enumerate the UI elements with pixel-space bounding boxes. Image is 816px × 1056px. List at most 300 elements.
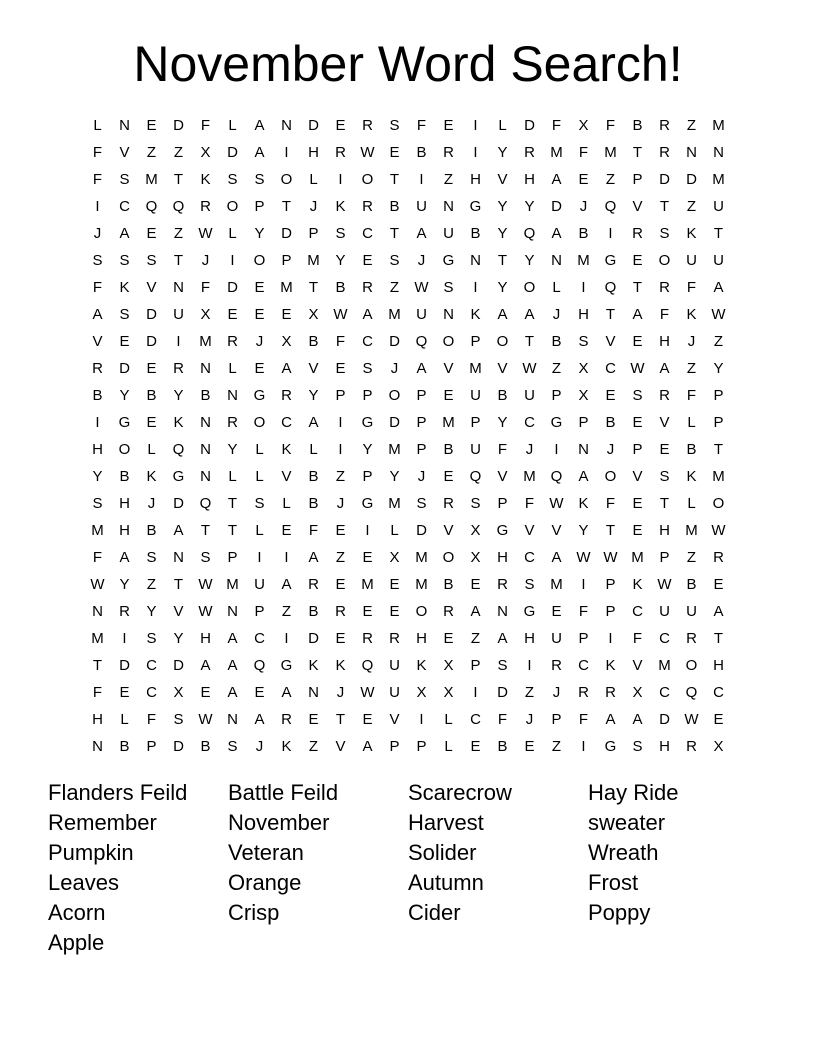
grid-letter: A <box>497 630 508 647</box>
grid-letter: E <box>146 225 157 242</box>
word-list-item: Orange <box>228 870 302 895</box>
grid-letter: V <box>524 522 535 539</box>
grid-letter: A <box>416 225 427 242</box>
grid-letter: J <box>552 306 561 323</box>
grid-letter: D <box>173 495 184 512</box>
grid-letter: N <box>227 711 238 728</box>
grid-letter: Y <box>497 225 508 242</box>
grid-letter: R <box>605 684 616 701</box>
grid-letter: X <box>470 549 481 566</box>
grid-letter: L <box>282 495 291 512</box>
grid-letter: V <box>497 360 508 377</box>
grid-letter: I <box>338 414 343 431</box>
grid-letter: H <box>470 171 481 188</box>
grid-letter: Y <box>389 468 400 485</box>
grid-letter: R <box>173 360 184 377</box>
grid-letter: R <box>281 711 292 728</box>
grid-letter: W <box>333 306 348 323</box>
grid-letter: A <box>227 684 238 701</box>
grid-letter: O <box>253 252 266 269</box>
grid-letter: L <box>687 414 696 431</box>
grid-letter: I <box>473 279 478 296</box>
grid-letter: V <box>605 333 616 350</box>
grid-letter: N <box>308 684 319 701</box>
word-list-item: Harvest <box>408 810 484 835</box>
grid-letter: R <box>578 684 589 701</box>
grid-letter: T <box>605 522 616 539</box>
grid-letter: M <box>550 576 563 593</box>
grid-row <box>84 355 732 382</box>
grid-letter: Z <box>686 549 697 566</box>
grid-letter: F <box>92 279 103 296</box>
grid-letter: A <box>524 306 535 323</box>
grid-letter: I <box>284 630 289 647</box>
grid-letter: C <box>659 684 670 701</box>
grid-letter: X <box>470 522 481 539</box>
grid-letter: L <box>255 441 264 458</box>
grid-row <box>84 598 732 625</box>
grid-letter: K <box>578 495 589 512</box>
grid-letter: C <box>254 630 265 647</box>
grid-letter: T <box>173 252 184 269</box>
grid-letter: V <box>119 144 130 161</box>
grid-row <box>84 166 732 193</box>
grid-letter: M <box>226 576 239 593</box>
grid-letter: E <box>389 603 400 620</box>
grid-letter: I <box>338 171 343 188</box>
grid-letter: F <box>686 387 697 404</box>
grid-letter: S <box>119 306 130 323</box>
grid-letter: P <box>497 495 508 512</box>
grid-letter: E <box>713 711 724 728</box>
grid-letter: R <box>227 333 238 350</box>
grid-letter: K <box>416 657 427 674</box>
grid-letter: G <box>496 522 509 539</box>
grid-letter: B <box>308 495 319 512</box>
word-list-item: Cider <box>408 900 461 925</box>
grid-row <box>84 274 732 301</box>
grid-letter: B <box>92 387 103 404</box>
grid-letter: P <box>470 333 481 350</box>
grid-letter: R <box>335 603 346 620</box>
grid-letter: B <box>551 333 562 350</box>
grid-letter: R <box>281 387 292 404</box>
grid-letter: L <box>498 117 507 134</box>
grid-letter: H <box>308 144 319 161</box>
grid-letter: Y <box>173 387 184 404</box>
grid-letter: B <box>443 576 454 593</box>
grid-letter: K <box>173 414 184 431</box>
grid-letter: U <box>389 657 400 674</box>
grid-letter: D <box>659 711 670 728</box>
grid-letter: H <box>119 495 130 512</box>
grid-letter: I <box>284 144 289 161</box>
grid-letter: C <box>578 657 589 674</box>
grid-letter: R <box>686 630 697 647</box>
grid-letter: C <box>362 333 373 350</box>
grid-letter: Y <box>119 576 130 593</box>
grid-letter: C <box>632 603 643 620</box>
grid-letter: F <box>92 171 103 188</box>
grid-letter: A <box>659 360 670 377</box>
grid-letter: S <box>254 495 265 512</box>
grid-letter: V <box>92 333 103 350</box>
grid-letter: E <box>362 549 373 566</box>
grid-letter: E <box>335 576 346 593</box>
grid-letter: F <box>524 495 535 512</box>
grid-letter: B <box>686 576 697 593</box>
grid-letter: C <box>524 414 535 431</box>
grid-letter: B <box>416 144 427 161</box>
grid-letter: X <box>281 333 292 350</box>
grid-letter: C <box>470 711 481 728</box>
grid-letter: S <box>119 252 130 269</box>
grid-letter: Z <box>335 549 346 566</box>
grid-letter: V <box>146 279 157 296</box>
grid-letter: F <box>416 117 427 134</box>
grid-letter: W <box>198 711 213 728</box>
grid-letter: T <box>659 198 670 215</box>
grid-row <box>84 193 732 220</box>
grid-letter: Q <box>199 495 212 512</box>
grid-letter: W <box>360 684 375 701</box>
grid-letter: I <box>95 414 100 431</box>
grid-letter: K <box>686 468 697 485</box>
grid-letter: T <box>389 171 400 188</box>
grid-letter: A <box>119 225 130 242</box>
grid-letter: Y <box>308 387 319 404</box>
grid-letter: P <box>713 387 724 404</box>
grid-letter: L <box>228 117 237 134</box>
grid-letter: M <box>91 630 104 647</box>
grid-letter: F <box>92 144 103 161</box>
grid-letter: Q <box>469 468 482 485</box>
grid-letter: D <box>173 738 184 755</box>
grid-letter: V <box>551 522 562 539</box>
grid-letter: I <box>473 117 478 134</box>
grid-letter: O <box>658 252 671 269</box>
grid-letter: N <box>443 198 454 215</box>
grid-letter: T <box>713 441 724 458</box>
grid-letter: I <box>608 630 613 647</box>
grid-letter: G <box>280 657 293 674</box>
grid-letter: H <box>524 171 535 188</box>
grid-letter: K <box>281 738 292 755</box>
grid-letter: E <box>632 333 643 350</box>
grid-letter: A <box>227 657 238 674</box>
grid-letter: O <box>523 279 536 296</box>
grid-letter: A <box>362 306 373 323</box>
grid-letter: U <box>173 306 184 323</box>
grid-letter: F <box>686 279 697 296</box>
grid-letter: V <box>308 360 319 377</box>
word-column <box>408 778 588 928</box>
grid-letter: Z <box>146 144 157 161</box>
grid-letter: T <box>200 522 211 539</box>
grid-letter: H <box>578 306 589 323</box>
grid-letter: L <box>228 225 237 242</box>
grid-letter: R <box>308 576 319 593</box>
grid-row <box>84 490 732 517</box>
grid-letter: K <box>200 171 211 188</box>
grid-letter: S <box>632 738 643 755</box>
grid-letter: B <box>146 522 157 539</box>
grid-letter: E <box>281 306 292 323</box>
grid-letter: E <box>254 306 265 323</box>
grid-letter: W <box>603 549 618 566</box>
grid-letter: E <box>335 522 346 539</box>
grid-letter: N <box>443 306 454 323</box>
grid-letter: S <box>173 711 184 728</box>
grid-letter: M <box>577 252 590 269</box>
grid-letter: W <box>711 306 726 323</box>
grid-letter: J <box>687 333 696 350</box>
grid-letter: P <box>632 441 643 458</box>
grid-letter: H <box>119 522 130 539</box>
grid-letter: P <box>713 414 724 431</box>
word-list-item: Autumn <box>408 870 484 895</box>
grid-letter: F <box>578 711 589 728</box>
grid-letter: P <box>335 387 346 404</box>
word-list-item: November <box>228 810 330 835</box>
grid-letter: E <box>362 711 373 728</box>
grid-letter: F <box>497 711 508 728</box>
grid-letter: I <box>230 252 235 269</box>
grid-letter: I <box>527 657 532 674</box>
grid-letter: W <box>576 549 591 566</box>
word-list-item: Poppy <box>588 900 651 925</box>
grid-letter: S <box>92 252 103 269</box>
word-list-item: Pumpkin <box>48 840 134 865</box>
grid-letter: E <box>227 306 238 323</box>
grid-letter: Z <box>551 738 562 755</box>
grid-letter: M <box>523 468 536 485</box>
grid-letter: U <box>524 387 535 404</box>
grid-letter: O <box>712 495 725 512</box>
grid-letter: O <box>604 468 617 485</box>
grid-letter: Y <box>335 252 346 269</box>
grid-letter: F <box>578 603 589 620</box>
grid-letter: E <box>254 279 265 296</box>
grid-letter: K <box>281 441 292 458</box>
grid-letter: D <box>551 198 562 215</box>
word-list-item: Veteran <box>228 840 304 865</box>
grid-letter: S <box>443 279 454 296</box>
grid-letter: A <box>119 549 130 566</box>
grid-letter: J <box>309 198 318 215</box>
grid-letter: S <box>254 171 265 188</box>
grid-letter: F <box>578 144 589 161</box>
grid-letter: I <box>257 549 262 566</box>
grid-letter: B <box>119 468 130 485</box>
grid-letter: A <box>254 711 265 728</box>
grid-letter: N <box>551 252 562 269</box>
grid-letter: F <box>200 117 211 134</box>
grid-letter: Z <box>308 738 319 755</box>
grid-letter: K <box>470 306 481 323</box>
grid-letter: Y <box>362 441 373 458</box>
grid-letter: A <box>362 738 373 755</box>
grid-letter: T <box>173 171 184 188</box>
grid-letter: R <box>92 360 103 377</box>
grid-letter: V <box>632 468 643 485</box>
grid-letter: R <box>524 144 535 161</box>
grid-letter: A <box>308 549 319 566</box>
grid-letter: S <box>146 549 157 566</box>
grid-letter: L <box>255 522 264 539</box>
grid-letter: N <box>281 117 292 134</box>
grid-letter: D <box>308 630 319 647</box>
grid-letter: L <box>93 117 102 134</box>
grid-letter: P <box>308 225 319 242</box>
grid-letter: X <box>200 306 211 323</box>
grid-letter: B <box>686 441 697 458</box>
grid-letter: E <box>605 387 616 404</box>
grid-letter: D <box>416 522 427 539</box>
grid-letter: K <box>686 306 697 323</box>
grid-letter: I <box>473 144 478 161</box>
grid-letter: E <box>659 441 670 458</box>
word-list-item: Acorn <box>48 900 106 925</box>
grid-letter: C <box>659 630 670 647</box>
grid-letter: N <box>200 468 211 485</box>
grid-letter: B <box>443 441 454 458</box>
grid-letter: U <box>713 252 724 269</box>
word-column <box>588 778 768 928</box>
grid-letter: E <box>470 738 481 755</box>
grid-letter: L <box>444 738 453 755</box>
grid-letter: Y <box>173 630 184 647</box>
grid-letter: M <box>631 549 644 566</box>
grid-letter: V <box>497 171 508 188</box>
grid-letter: A <box>632 711 643 728</box>
grid-row <box>84 247 732 274</box>
grid-letter: S <box>335 225 346 242</box>
grid-letter: N <box>470 252 481 269</box>
grid-letter: S <box>659 468 670 485</box>
grid-letter: N <box>200 441 211 458</box>
grid-letter: I <box>338 441 343 458</box>
grid-letter: A <box>227 630 238 647</box>
grid-letter: A <box>173 522 184 539</box>
grid-letter: E <box>146 117 157 134</box>
grid-letter: N <box>713 144 724 161</box>
grid-letter: D <box>173 117 184 134</box>
word-list-item: Frost <box>588 870 639 895</box>
grid-row <box>84 436 732 463</box>
grid-letter: U <box>254 576 265 593</box>
grid-letter: W <box>657 576 672 593</box>
grid-letter: M <box>307 252 320 269</box>
word-list-item: Solider <box>408 840 477 865</box>
grid-letter: R <box>362 198 373 215</box>
grid-letter: E <box>335 117 346 134</box>
grid-letter: S <box>362 360 373 377</box>
grid-letter: N <box>173 279 184 296</box>
grid-letter: S <box>389 117 400 134</box>
grid-letter: Q <box>415 333 428 350</box>
grid-letter: L <box>228 468 237 485</box>
grid-letter: K <box>146 468 157 485</box>
letter-grid <box>84 112 732 760</box>
grid-letter: E <box>281 522 292 539</box>
grid-letter: Z <box>281 603 292 620</box>
grid-letter: H <box>200 630 211 647</box>
grid-letter: E <box>578 171 589 188</box>
grid-letter: U <box>551 630 562 647</box>
grid-letter: N <box>92 738 103 755</box>
grid-letter: A <box>281 576 292 593</box>
grid-letter: S <box>524 576 535 593</box>
grid-letter: V <box>497 468 508 485</box>
grid-letter: J <box>255 333 264 350</box>
grid-letter: B <box>389 198 400 215</box>
grid-letter: N <box>200 360 211 377</box>
grid-letter: W <box>198 576 213 593</box>
grid-letter: X <box>443 657 454 674</box>
grid-letter: E <box>632 522 643 539</box>
grid-letter: F <box>551 117 562 134</box>
grid-letter: Y <box>497 144 508 161</box>
grid-letter: E <box>146 360 157 377</box>
grid-letter: T <box>497 252 508 269</box>
grid-letter: M <box>415 549 428 566</box>
grid-letter: T <box>713 225 724 242</box>
grid-letter: L <box>444 711 453 728</box>
grid-letter: D <box>146 333 157 350</box>
grid-letter: E <box>362 603 373 620</box>
grid-letter: B <box>200 738 211 755</box>
grid-letter: E <box>443 468 454 485</box>
word-list-item: Hay Ride <box>588 780 679 805</box>
grid-letter: U <box>713 198 724 215</box>
grid-letter: T <box>227 495 238 512</box>
grid-letter: B <box>497 738 508 755</box>
grid-letter: I <box>122 630 127 647</box>
grid-letter: R <box>551 657 562 674</box>
grid-letter: F <box>200 279 211 296</box>
grid-letter: R <box>227 414 238 431</box>
grid-letter: V <box>389 711 400 728</box>
grid-letter: R <box>362 630 373 647</box>
grid-letter: B <box>605 414 616 431</box>
grid-letter: S <box>227 171 238 188</box>
grid-letter: K <box>632 576 643 593</box>
grid-letter: D <box>389 414 400 431</box>
grid-letter: M <box>685 522 698 539</box>
grid-letter: A <box>713 279 724 296</box>
grid-letter: M <box>145 171 158 188</box>
grid-letter: W <box>198 603 213 620</box>
grid-letter: S <box>227 738 238 755</box>
grid-letter: F <box>92 549 103 566</box>
grid-letter: G <box>604 252 617 269</box>
grid-letter: Q <box>253 657 266 674</box>
grid-letter: R <box>389 630 400 647</box>
grid-letter: N <box>497 603 508 620</box>
grid-letter: T <box>227 522 238 539</box>
grid-letter: A <box>254 144 265 161</box>
grid-letter: L <box>390 522 399 539</box>
grid-letter: M <box>388 306 401 323</box>
word-list-item: Battle Feild <box>228 780 339 805</box>
grid-letter: A <box>92 306 103 323</box>
grid-letter: X <box>308 306 319 323</box>
grid-letter: U <box>389 684 400 701</box>
grid-letter: V <box>443 360 454 377</box>
grid-letter: I <box>554 441 559 458</box>
grid-letter: U <box>686 252 697 269</box>
